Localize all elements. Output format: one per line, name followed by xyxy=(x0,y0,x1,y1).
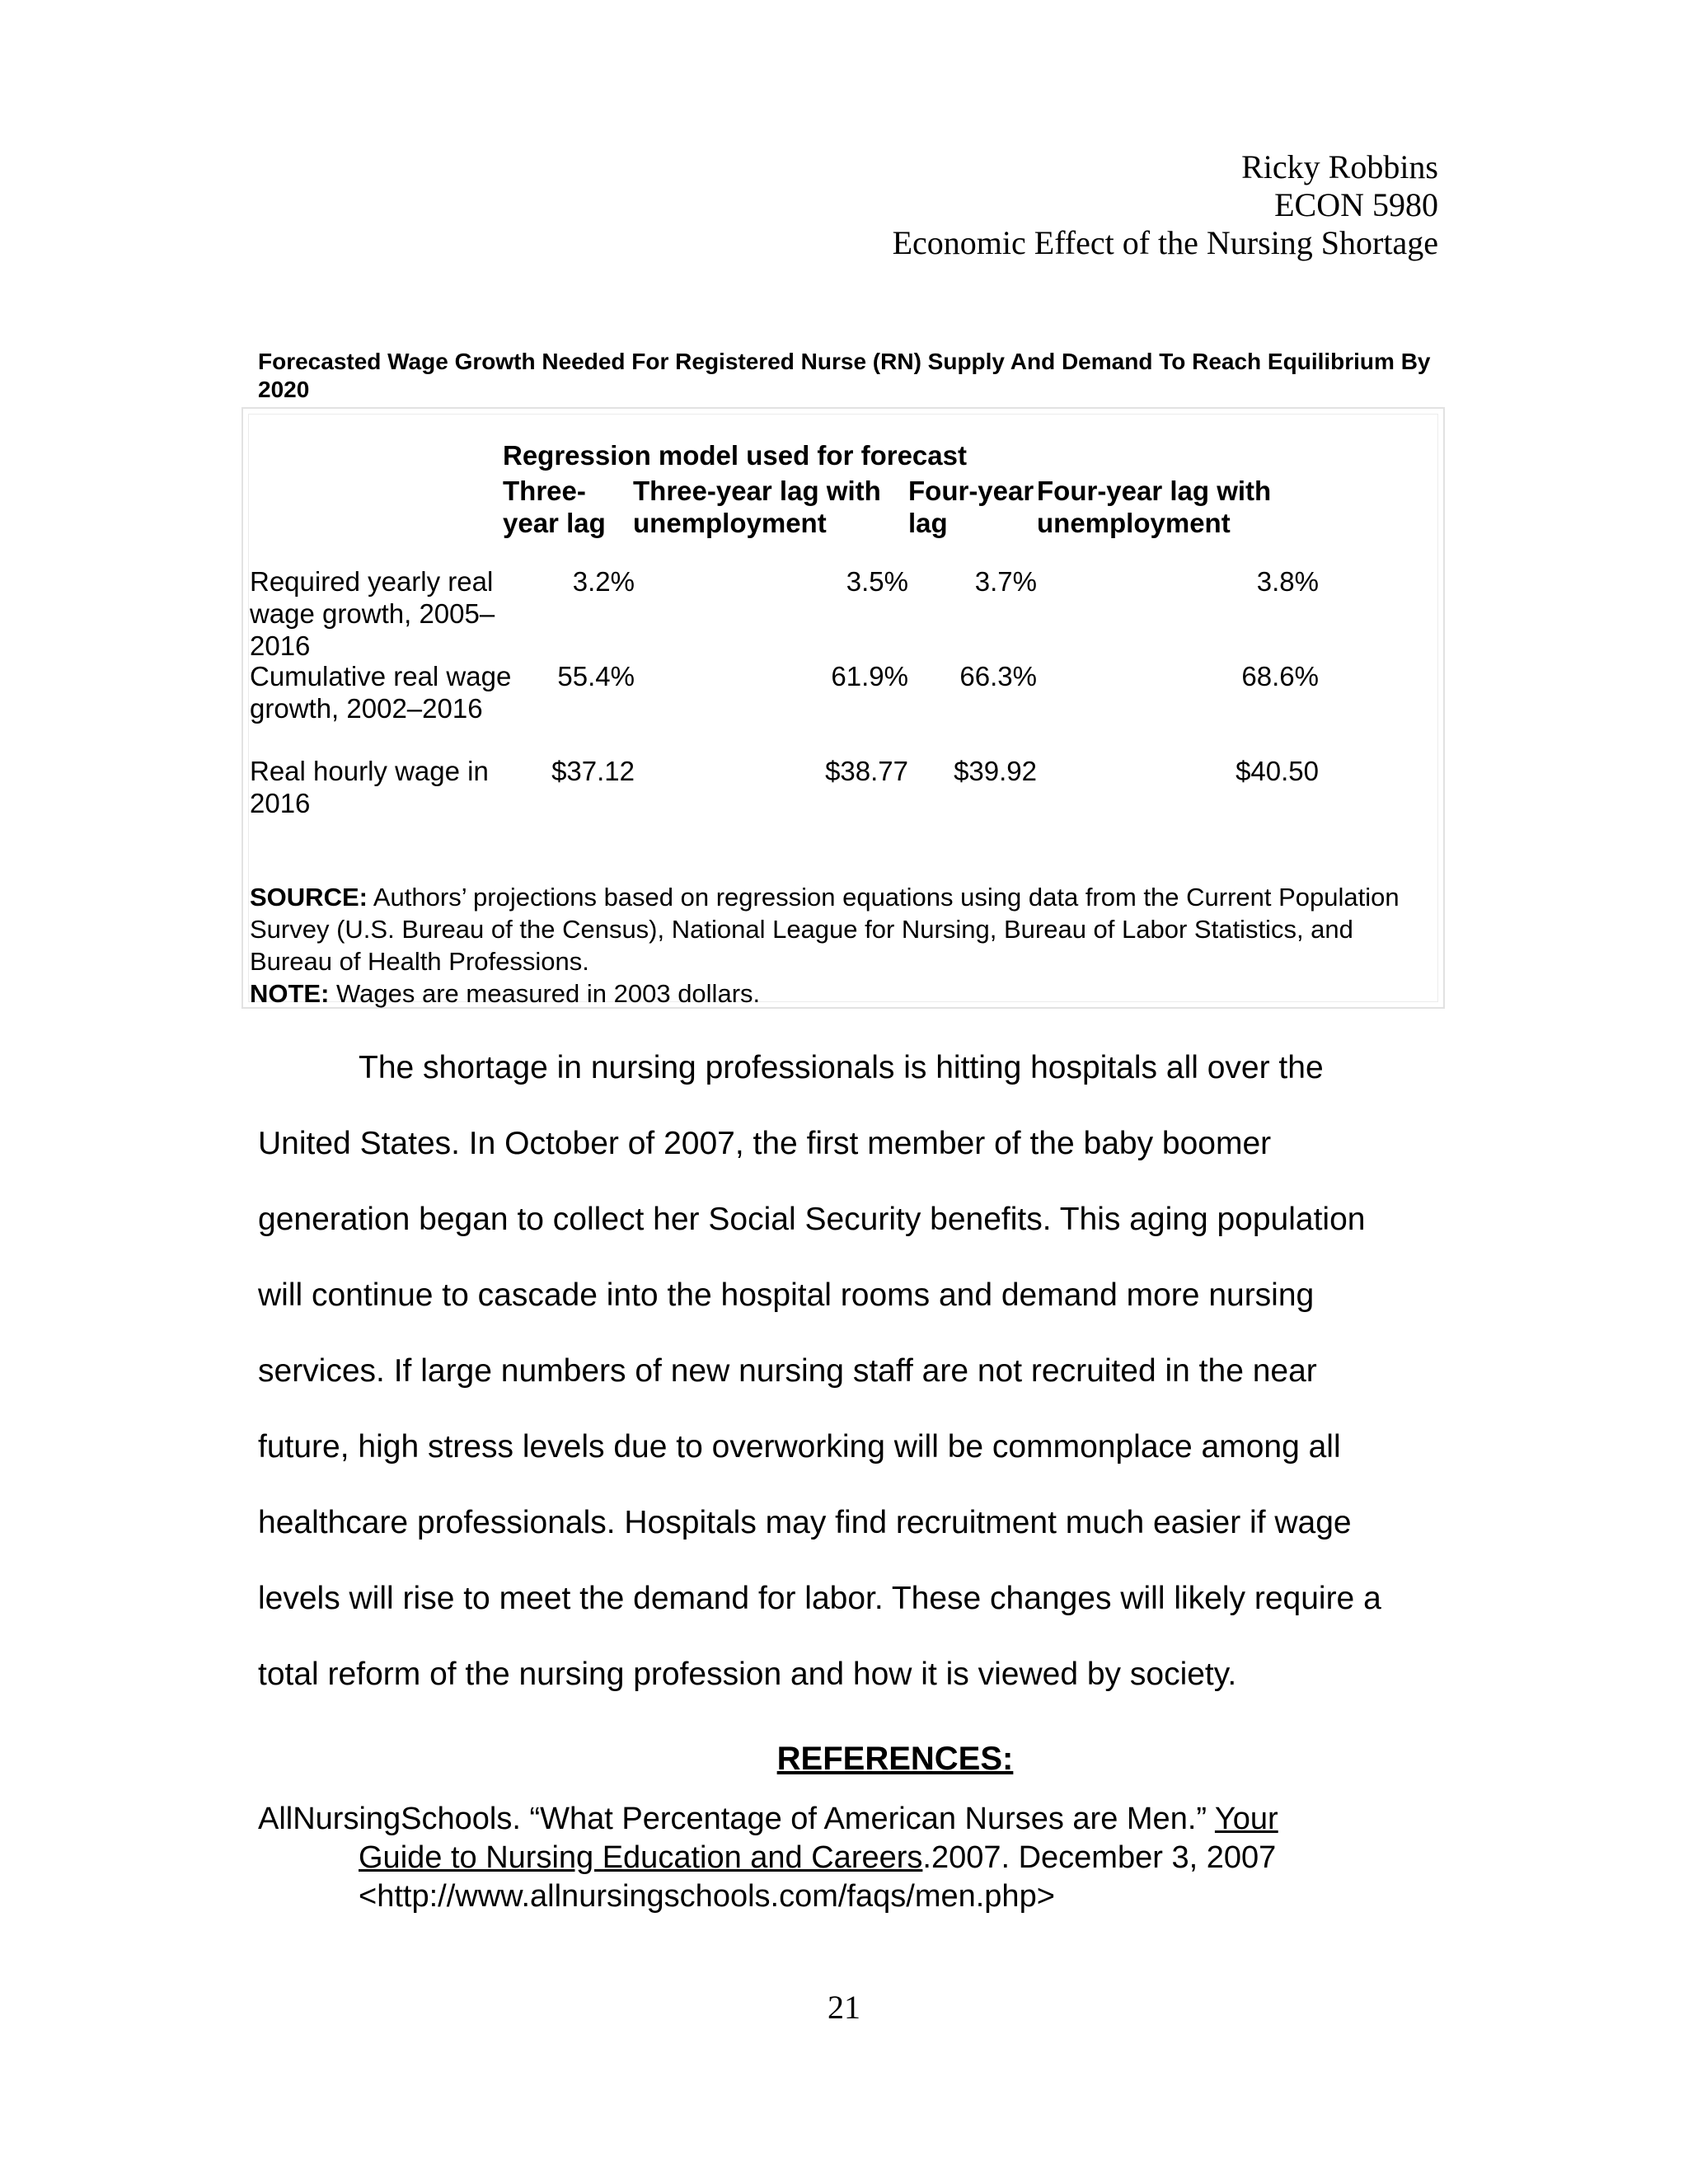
table-cell: 66.3% xyxy=(959,661,1037,691)
paragraph-line: will continue to cascade into the hospital rooms and demand more nursing xyxy=(258,1277,1315,1313)
paragraph-line: total reform of the nursing profession and how it is viewed by society. xyxy=(258,1657,1237,1692)
paragraph-line: levels will rise to meet the demand for labor. These changes will likely require a xyxy=(258,1581,1381,1616)
table-cell: $39.92 xyxy=(954,756,1037,786)
table-cell: 55.4% xyxy=(557,661,635,691)
paragraph-line: future, high stress levels due to overworking will be commonplace among all xyxy=(258,1429,1341,1465)
references-heading: REFERENCES: xyxy=(776,1741,1014,1777)
table-cell: 3.8% xyxy=(1256,566,1319,597)
reference-url: <http://www.allnursingschools.com/faqs/men.php> xyxy=(359,1879,1055,1914)
page-number: 21 xyxy=(828,1989,860,2026)
table-cell: $40.50 xyxy=(1236,756,1319,786)
note-text: Wages are measured in 2003 dollars. xyxy=(329,979,761,1008)
table-source-note xyxy=(250,881,1437,1010)
table-title: Forecasted Wage Growth Needed For Registered Nurse (RN) Supply And Demand To Reach Equilibrium By 2020 xyxy=(258,349,1431,402)
source-text: Authors’ projections based on regression equations using data from the Current Population Survey (U.S. Bureau of the Census), National League for Nursing, Bureau of Labor Statistics, and Bureau of Health Professions. xyxy=(250,883,1400,976)
table-cell: $37.12 xyxy=(551,756,635,786)
reference-date: .2007. December 3, 2007 xyxy=(922,1840,1277,1875)
column-header-four-year-lag-unemployment: Four-year lag with unemployment xyxy=(1037,476,1272,538)
table-cell: 61.9% xyxy=(831,661,908,691)
author-name: Ricky Robbins xyxy=(1241,148,1438,185)
column-header-three-year-lag: Three- year lag xyxy=(503,476,606,538)
paragraph-line: services. If large numbers of new nursing staff are not recruited in the near xyxy=(258,1353,1317,1389)
reference-lead: AllNursingSchools. “What Percentage of American Nurses are Men.” xyxy=(258,1802,1215,1836)
row-label-required-yearly-growth: Required yearly real wage growth, 2005–2016 xyxy=(250,566,495,661)
reference-title-continued: Guide to Nursing Education and Careers xyxy=(359,1840,923,1875)
table-cell: 3.5% xyxy=(846,566,908,597)
course-code: ECON 5980 xyxy=(1274,186,1438,223)
table-cell: 3.2% xyxy=(572,566,635,597)
row-label-cumulative-growth: Cumulative real wage growth, 2002–2016 xyxy=(250,661,512,724)
paper-title: Economic Effect of the Nursing Shortage xyxy=(892,224,1438,261)
reference-entry xyxy=(258,1800,1445,1916)
table-cell: 3.7% xyxy=(974,566,1037,597)
paragraph-line: The shortage in nursing professionals is hitting hospitals all over the xyxy=(359,1050,1324,1085)
row-label-real-hourly-wage: Real hourly wage in 2016 xyxy=(250,756,489,818)
table-cell: $38.77 xyxy=(825,756,908,786)
paragraph-line: United States. In October of 2007, the first member of the baby boomer xyxy=(258,1126,1272,1161)
table-cell: 68.6% xyxy=(1241,661,1319,691)
note-label: NOTE: xyxy=(250,979,330,1008)
source-label: SOURCE: xyxy=(250,883,368,912)
body-paragraph xyxy=(258,1030,1470,1713)
paragraph-line: healthcare professionals. Hospitals may find recruitment much easier if wage xyxy=(258,1505,1352,1540)
reference-title: Your xyxy=(1214,1802,1278,1836)
column-header-four-year-lag: Four-year lag xyxy=(908,476,1034,538)
table-caption: Regression model used for forecast xyxy=(503,440,967,471)
document-header xyxy=(893,148,1438,262)
column-header-three-year-lag-unemployment: Three-year lag with unemployment xyxy=(633,476,881,538)
paragraph-line: generation began to collect her Social Security benefits. This aging population xyxy=(258,1202,1366,1237)
